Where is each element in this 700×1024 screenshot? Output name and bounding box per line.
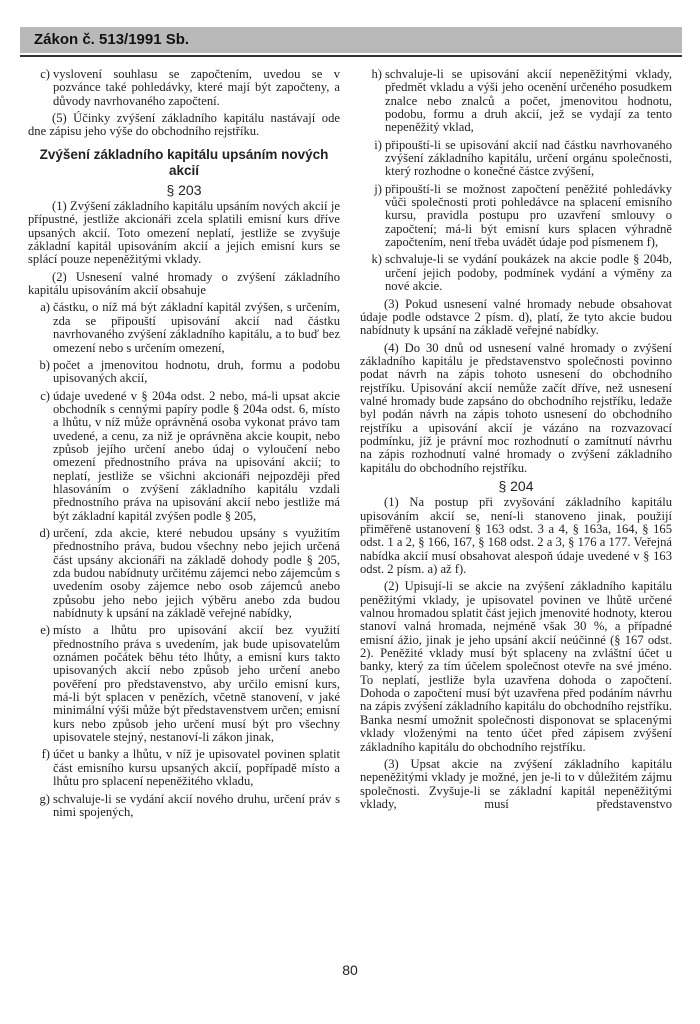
header-title: Zákon č. 513/1991 Sb. [34, 31, 190, 48]
item-letter: i) [374, 137, 382, 152]
item-letter: k) [371, 252, 382, 267]
item-text: místo a lhůtu pro upisování akcií bez využití přednostního práva s uvedením, jak bude upisovatelům oznámen počátek běhu této lhůty, a emisní kurs takto upisovaných akcií nebo způsob jeho určení anebo pověření pro představenstvo, aby určilo emisní kurs, má-li být splacen v penězích, včetně stanovení, v jaké minimální výši může být představenstvem určen; emisní kurs nebo způsob jeho určení musí být pro všechny upisovatele stejný, nestanoví-li zákon jinak, [53, 623, 340, 745]
running-header [20, 27, 682, 53]
list-item [28, 527, 340, 620]
list-item [28, 301, 340, 354]
item-letter: c) [40, 67, 50, 81]
item-letter: c) [40, 388, 50, 403]
paragraph: (5) Účinky zvýšení základního kapitálu nastávají ode dne zápisu jeho výše do obchodního rejstříku. [28, 111, 340, 139]
item-letter: e) [40, 623, 50, 638]
item-letter: a) [40, 300, 50, 315]
paragraph: (3) Upsat akcie na zvýšení základního kapitálu nepeněžitými vklady je možné, jen je-li to v důležitém zájmu společnosti. Zvyšuje-li se základní kapitál nepeněžitými vklady, musí představenstvo [360, 756, 672, 811]
paragraph-number: § 203 [166, 181, 202, 198]
item-letter: f) [41, 747, 50, 762]
item-letter: d) [39, 525, 50, 540]
list-item [360, 139, 672, 179]
item-text: částku, o níž má být základní kapitál zvýšen, s určením, zda se připouští upisování akcií nad částku navrhovaného zvýšení základního kapitálu, a to buď bez omezení nebo s určením omezení, [53, 300, 340, 355]
list-item [28, 390, 340, 523]
item-text: schvaluje-li se vydání akcií nového druhu, určení práv s nimi spojených, [53, 791, 340, 819]
paragraph-number: § 204 [498, 477, 534, 494]
item-text: počet a jmenovitou hodnotu, druh, formu a podobu upisovaných akcií, [53, 357, 340, 386]
page-number: 80 [342, 962, 358, 978]
list-item [28, 68, 340, 108]
paragraph: (2) Upisují-li se akcie na zvýšení základního kapitálu peněžitými vklady, je upisovatel povinen ve lhůtě určené valnou hromadou splatit část jejich jmenovité hodnoty, kterou stanoví valná hromada, nejméně však 30 %, a případné emisní ážio, jinak je jeho upsání akcií neúčinné (§ 167 odst. 2). Peněžité vklady musí být splaceny na zvláštní účet u banky, který za tím účelem společnost otevře na své jméno. To neplatí, jestliže byla uzavřena dohoda o započtení. Dohoda o započtení musí být uzavřena před podáním návrhu na zápis zvýšení základního kapitálu do obchodního rejstříku. Banka nesmí umožnit společnosti disponovat se splacenými vklady vloženými na tento účet před zápisem zvýšení základního kapitálu do obchodního rejstříku. [360, 579, 672, 754]
list-item [360, 183, 672, 250]
item-letter: g) [39, 791, 50, 806]
item-text: schvaluje-li se vydání poukázek na akcie podle § 204b, určení jejich podoby, podmínek vydání a výměny za nové akcie. [385, 252, 672, 294]
item-text: připouští-li se upisování akcií nad částku navrhovaného zvýšení základního kapitálu, určení orgánu společnosti, který rozhodne o konečné částce zvýšení, [385, 137, 672, 179]
list-item [360, 68, 672, 135]
paragraph: (3) Pokud usnesení valné hromady nebude obsahovat údaje podle odstavce 2 písm. d), platí, že tyto akcie budou nabídnuty k upsání na základě veřejné nabídky. [360, 296, 672, 338]
paragraph: (2) Usnesení valné hromady o zvýšení základního kapitálu upisováním akcií obsahuje [28, 269, 340, 298]
paragraph: (4) Do 30 dnů od usnesení valné hromady o zvýšení základního kapitálu je představenstvo společnosti povinno podat návrh na zápis tohoto usnesení do obchodního rejstříku. Upisování akcií nemůže začít dříve, než usnesení valné hromady bude zapsáno do obchodního rejstříku, ledaže byl podán návrh na zápis tohoto usnesení do obchodního rejstříku a upisování akcií je vázáno na rozvazovací podmínku, jíž je právní moc rozhodnutí o zamítnutí návrhu na zápis rozhodnutí valné hromady o zvýšení základního kapitálu do obchodního rejstříku. [360, 340, 672, 475]
item-letter: b) [39, 357, 50, 372]
header-rule [20, 55, 682, 57]
list-item [28, 793, 340, 820]
left-column [28, 68, 340, 823]
paragraph: (1) Na postup při zvyšování základního kapitálu upisováním akcií se, není-li stanoveno jinak, použijí přiměřeně ustanovení § 163 odst. 3 a 4, § 163a, 164, § 165 odst. 1 a 2, § 166, 167, § 168 odst. 2 a 3, § 176 a 177. Veřejná nabídka akcií musí obsahovat alespoň údaje uvedené v § 163 odst. 2 písm. a) až f). [360, 495, 672, 577]
item-text: údaje uvedené v § 204a odst. 2 nebo, má-li upsat akcie obchodník s cennými papíry podle § 204a odst. 6, místo a lhůtu, v níž může oprávněná osoba vykonat právo tam uvedené, a cenu, za niž je oprávněna akcie koupit, nebo způsob jejího určení anebo údaj o vyloučení nebo omezení přednostního práva na upisování akcií; to neplatí, jestliže se všichni akcionáři nejpozději před hlasováním o zvýšení základního kapitálu vzdali přednostního práva na upisování akcií nebo jestliže má být základní kapitál zvýšen podle § 205, [53, 388, 340, 523]
item-text: vyslovení souhlasu se započtením, uvedou se v pozvánce také pohledávky, které mají být započteny, a důvody navrhovaného započtení. [53, 67, 340, 108]
item-text: schvaluje-li se upisování akcií nepeněžitými vklady, předmět vkladu a výši jeho ocenění určeného posudkem znalce nebo znalců a počet, jmenovitou hodnotu, podobu, formu a druh akcií, jež se vydají za tento nepeněžitý vklad, [385, 67, 672, 135]
item-letter: j) [374, 181, 382, 196]
list-item [28, 748, 340, 788]
right-column [360, 68, 672, 815]
item-text: účet u banky a lhůtu, v níž je upisovatel povinen splatit část emisního kursu upsaných akcií, popřípadě místo a lhůtu pro splacení nepeněžitého vkladu, [53, 747, 340, 789]
list-item [28, 624, 340, 744]
paragraph: (1) Zvýšení základního kapitálu upsáním nových akcií je přípustné, jestliže akcionáři zcela splatili emisní kurs dříve upsaných akcií. Toto omezení neplatí, jestliže se zvyšuje základní kapitál upisováním akcií a jejich emisní kurs se splácí pouze nepeněžitými vklady. [28, 199, 340, 267]
list-item [28, 359, 340, 386]
item-text: určení, zda akcie, které nebudou upsány s využitím přednostního práva, budou všechny nebo jejich určená část upsány akcionáři na základě dohody podle § 205, zda budou nabídnuty určitému zájemci nebo zájemcům s uvedením osoby zájemce nebo osob zájemců anebo způsobu jeho nebo jejich výběru anebo zda budou nabídnuty k upsání na základě veřejné nabídky, [53, 525, 340, 621]
item-text: připouští-li se možnost započtení peněžité pohledávky vůči společnosti proti pohledávce na splacení emisního kursu, pravidla postupu pro uzavření smlouvy o započtení; má-li být emisní kurs splacen výhradně započtením, není třeba uvádět údaje pod písmenem f), [385, 181, 672, 250]
list-item [360, 253, 672, 293]
item-letter: h) [371, 67, 382, 81]
section-heading: Zvýšení základního kapitálu upsáním nových akcií [39, 146, 329, 178]
